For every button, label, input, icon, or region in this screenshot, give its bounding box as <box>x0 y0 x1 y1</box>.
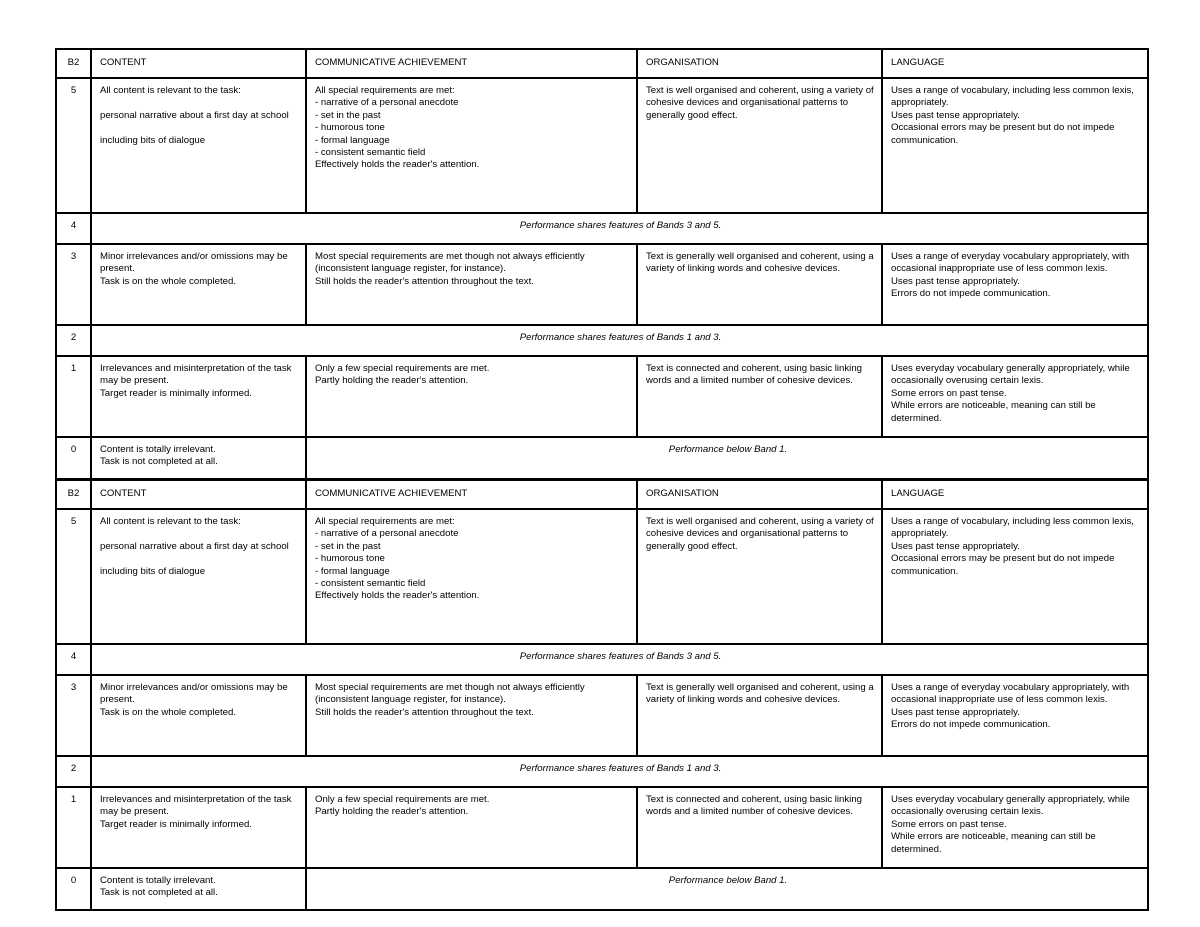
communicative-achievement-header: COMMUNICATIVE ACHIEVEMENT <box>306 49 637 78</box>
shared-features-cell: Performance shares features of Bands 1 and 3. <box>91 756 1148 787</box>
content-cell: Content is totally irrelevant. Task is not completed at all. <box>91 868 306 910</box>
band-number: 2 <box>56 325 91 356</box>
communicative-achievement-cell: Most special requirements are met though not always efficiently (inconsistent language register, for instance). Still holds the reader's attention throughout the text. <box>306 675 637 756</box>
header-row <box>56 480 1148 509</box>
shared-features-cell: Performance shares features of Bands 3 and 5. <box>91 644 1148 675</box>
level-header: B2 <box>56 49 91 78</box>
band-4-row <box>56 213 1148 244</box>
organisation-cell: Text is generally well organised and coherent, using a variety of linking words and cohesive devices. <box>637 675 882 756</box>
band-1-row <box>56 787 1148 868</box>
content-cell: Content is totally irrelevant. Task is not completed at all. <box>91 437 306 479</box>
shared-features-cell: Performance shares features of Bands 3 and 5. <box>91 213 1148 244</box>
communicative-achievement-cell: Only a few special requirements are met. Partly holding the reader's attention. <box>306 787 637 868</box>
band-number: 0 <box>56 868 91 910</box>
shared-features-cell: Performance below Band 1. <box>306 437 1148 479</box>
language-cell: Uses a range of vocabulary, including less common lexis, appropriately. Uses past tense appropriately. Occasional errors may be present but do not impede communication. <box>882 78 1148 213</box>
communicative-achievement-header: COMMUNICATIVE ACHIEVEMENT <box>306 480 637 509</box>
language-cell: Uses a range of everyday vocabulary appropriately, with occasional inappropriate use of less common lexis. Uses past tense appropriately. Errors do not impede communication. <box>882 675 1148 756</box>
organisation-cell: Text is well organised and coherent, using a variety of cohesive devices and organisational patterns to generally good effect. <box>637 78 882 213</box>
content-cell: Irrelevances and misinterpretation of the task may be present. Target reader is minimally informed. <box>91 356 306 437</box>
content-cell: Minor irrelevances and/or omissions may be present. Task is on the whole completed. <box>91 244 306 325</box>
organisation-header: ORGANISATION <box>637 49 882 78</box>
organisation-cell: Text is connected and coherent, using basic linking words and a limited number of cohesive devices. <box>637 787 882 868</box>
organisation-cell: Text is well organised and coherent, using a variety of cohesive devices and organisational patterns to generally good effect. <box>637 509 882 644</box>
organisation-header: ORGANISATION <box>637 480 882 509</box>
band-number: 4 <box>56 644 91 675</box>
content-cell: All content is relevant to the task: personal narrative about a first day at school including bits of dialogue <box>91 509 306 644</box>
language-cell: Uses everyday vocabulary generally appropriately, while occasionally overusing certain lexis. Some errors on past tense. While errors are noticeable, meaning can still be determined. <box>882 787 1148 868</box>
band-number: 2 <box>56 756 91 787</box>
band-0-row <box>56 437 1148 479</box>
band-number: 4 <box>56 213 91 244</box>
content-header: CONTENT <box>91 480 306 509</box>
band-5-row <box>56 509 1148 644</box>
organisation-cell: Text is generally well organised and coherent, using a variety of linking words and cohesive devices. <box>637 244 882 325</box>
language-cell: Uses everyday vocabulary generally appropriately, while occasionally overusing certain lexis. Some errors on past tense. While errors are noticeable, meaning can still be determined. <box>882 356 1148 437</box>
band-1-row <box>56 356 1148 437</box>
band-number: 1 <box>56 787 91 868</box>
content-header: CONTENT <box>91 49 306 78</box>
communicative-achievement-cell: Only a few special requirements are met. Partly holding the reader's attention. <box>306 356 637 437</box>
header-row <box>56 49 1148 78</box>
language-header: LANGUAGE <box>882 480 1148 509</box>
band-4-row <box>56 644 1148 675</box>
band-number: 3 <box>56 244 91 325</box>
language-header: LANGUAGE <box>882 49 1148 78</box>
rubric-table-1 <box>55 48 1149 480</box>
communicative-achievement-cell: All special requirements are met: - narrative of a personal anecdote - set in the past - humorous tone - formal language - consistent semantic field Effectively holds the reader's attention. <box>306 509 637 644</box>
band-0-row <box>56 868 1148 910</box>
communicative-achievement-cell: All special requirements are met: - narrative of a personal anecdote - set in the past - humorous tone - formal language - consistent semantic field Effectively holds the reader's attention. <box>306 78 637 213</box>
content-cell: All content is relevant to the task: personal narrative about a first day at school including bits of dialogue <box>91 78 306 213</box>
shared-features-cell: Performance below Band 1. <box>306 868 1148 910</box>
band-2-row <box>56 325 1148 356</box>
band-3-row <box>56 675 1148 756</box>
band-number: 0 <box>56 437 91 479</box>
content-cell: Irrelevances and misinterpretation of the task may be present. Target reader is minimally informed. <box>91 787 306 868</box>
rubric-table-2 <box>55 479 1149 911</box>
language-cell: Uses a range of everyday vocabulary appropriately, with occasional inappropriate use of less common lexis. Uses past tense appropriately. Errors do not impede communication. <box>882 244 1148 325</box>
band-2-row <box>56 756 1148 787</box>
content-cell: Minor irrelevances and/or omissions may be present. Task is on the whole completed. <box>91 675 306 756</box>
organisation-cell: Text is connected and coherent, using basic linking words and a limited number of cohesive devices. <box>637 356 882 437</box>
communicative-achievement-cell: Most special requirements are met though not always efficiently (inconsistent language register, for instance). Still holds the reader's attention throughout the text. <box>306 244 637 325</box>
level-header: B2 <box>56 480 91 509</box>
band-number: 1 <box>56 356 91 437</box>
shared-features-cell: Performance shares features of Bands 1 and 3. <box>91 325 1148 356</box>
band-5-row <box>56 78 1148 213</box>
band-number: 5 <box>56 78 91 213</box>
band-3-row <box>56 244 1148 325</box>
band-number: 3 <box>56 675 91 756</box>
language-cell: Uses a range of vocabulary, including less common lexis, appropriately. Uses past tense appropriately. Occasional errors may be present but do not impede communication. <box>882 509 1148 644</box>
band-number: 5 <box>56 509 91 644</box>
